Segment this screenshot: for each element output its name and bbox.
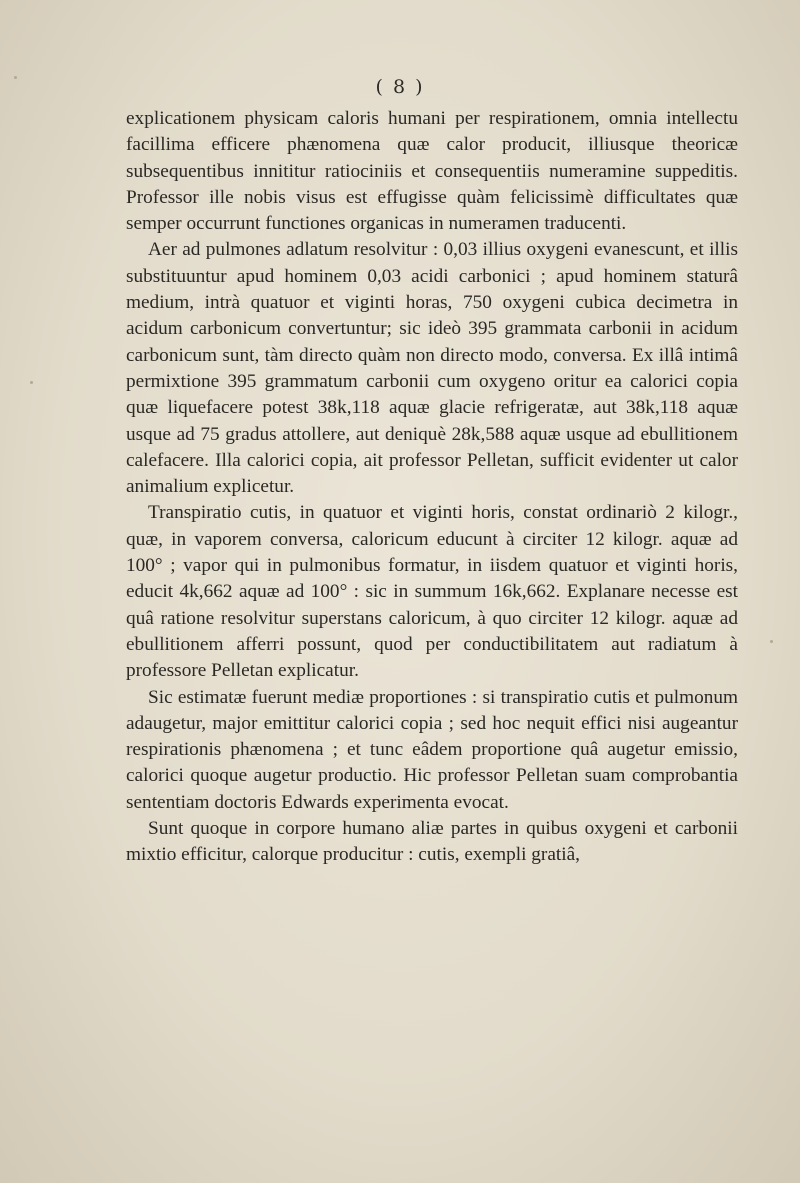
paragraph-2: Aer ad pulmones adlatum resolvitur : 0,03 illius oxygeni evanescunt, et illis substituuntur apud hominem 0,03 acidi carbonici ; apud hominem staturâ medium, intrà quatuor et viginti horas, 750 oxygeni cubica decimetra in acidum carbonicum convertuntur; sic ideò 395 grammata carbonii in acidum carbonicum sunt, tàm directo quàm non directo modo, conversa. Ex illâ intimâ permixtione 395 grammatum carbonii cum oxygeno oritur ea calorici copia quæ liquefacere potest 38k,118 aquæ glacie refrigeratæ, aut 38k,118 aquæ usque ad 75 gradus attollere, aut deniquè 28k,588 aquæ usque ad ebullitionem calefacere. Illa calorici copia, ait professor Pelletan, sufficit evidenter ut calor animalium explicetur. bbox=[126, 239, 738, 498]
paper-speck bbox=[30, 381, 33, 384]
paragraph-5: Sunt quoque in corpore humano aliæ partes in quibus oxygeni et carbonii mixtio efficitur, calorque producitur : cutis, exempli gratiâ, bbox=[126, 818, 738, 866]
paper-speck bbox=[14, 76, 17, 79]
paragraph-4: Sic estimatæ fuerunt mediæ proportiones : si transpiratio cutis et pulmonum adaugetur, major emittitur calorici copia ; sed hoc nequit effici nisi augeantur respirationis phænomena ; et tunc eâdem proportione quâ augetur emissio, calorici quoque augetur productio. Hic professor Pelletan suam comprobantia sententiam doctoris Edwards experimenta evocat. bbox=[126, 686, 738, 813]
paragraph-3: Transpiratio cutis, in quatuor et viginti horis, constat ordinariò 2 kilogr., quæ, in vaporem conversa, caloricum educunt à circiter 12 kilogr. aquæ ad 100° ; vapor qui in pulmonibus formatur, in iisdem quatuor et viginti horis, educit 4k,662 aquæ ad 100° : sic in summum 16k,662. Explanare necesse est quâ ratione resolvitur superstans caloricum, à quo circiter 12 kilogr. aquæ ad ebullitionem afferri possunt, quod per conductibilitatem aut radiatum à professore Pelletan explicatur. bbox=[126, 502, 738, 682]
paper-speck bbox=[770, 640, 773, 643]
page-number: ( 8 ) bbox=[375, 76, 425, 98]
body-text bbox=[126, 106, 738, 869]
paragraph-1: explicationem physicam caloris humani per respirationem, omnia intellectu facillima efficere phænomena quæ calor producit, illiusque theoricæ subsequentibus innititur ratiociniis et consequentiis numeramine suppeditis. Professor ille nobis visus est effugisse quàm felicissimè difficultates quæ semper occurrunt functiones organicas in numeramen traducenti. bbox=[126, 108, 738, 235]
